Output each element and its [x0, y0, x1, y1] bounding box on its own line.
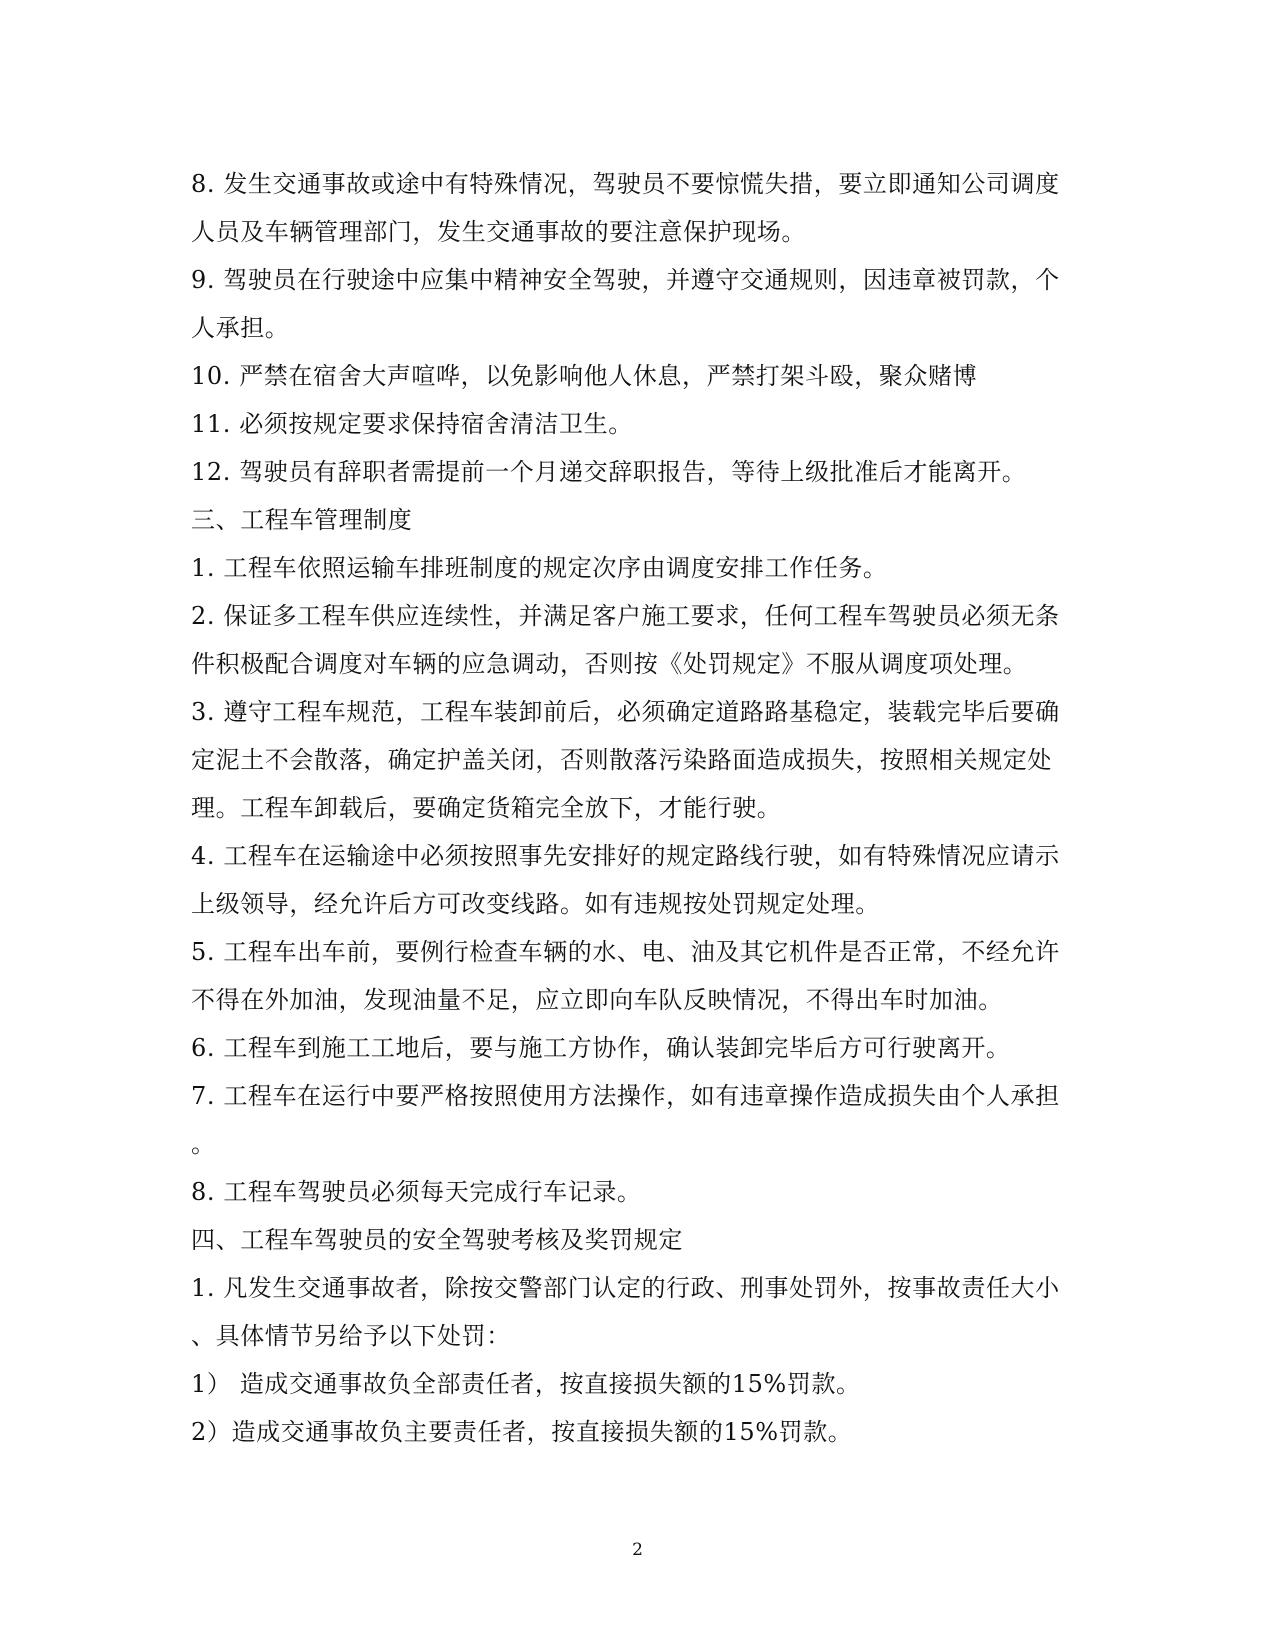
text-line: 2. 保证多工程车供应连续性，并满足客户施工要求，任何工程车驾驶员必须无条: [191, 602, 1060, 630]
text-line: 9. 驾驶员在行驶途中应集中精神安全驾驶，并遵守交通规则，因违章被罚款，个: [191, 266, 1060, 294]
text-line: 11. 必须按规定要求保持宿舍清洁卫生。: [191, 410, 633, 438]
text-line: 上级领导，经允许后方可改变线路。如有违规按处罚规定处理。: [191, 890, 880, 918]
text-line: 3. 遵守工程车规范，工程车装卸前后，必须确定道路路基稳定，装载完毕后要确: [191, 698, 1060, 726]
text-line: 定泥土不会散落，确定护盖关闭，否则散落污染路面造成损失，按照相关规定处: [191, 746, 1052, 774]
body-text: [191, 160, 1081, 1456]
text-line: 。: [191, 1130, 216, 1158]
text-line: 5. 工程车出车前，要例行检查车辆的水、电、油及其它机件是否正常，不经允许: [191, 938, 1060, 966]
text-line: 12. 驾驶员有辞职者需提前一个月递交辞职报告，等待上级批准后才能离开。: [191, 458, 1027, 486]
text-line: 8. 发生交通事故或途中有特殊情况，驾驶员不要惊慌失措，要立即通知公司调度: [191, 170, 1060, 198]
text-line: 理。工程车卸载后，要确定货箱完全放下，才能行驶。: [191, 794, 782, 822]
text-line: 件积极配合调度对车辆的应急调动，否则按《处罚规定》不服从调度项处理。: [191, 650, 1028, 678]
text-line: 、具体情节另给予以下处罚：: [191, 1322, 511, 1350]
page-number: 2: [632, 1540, 643, 1560]
section-heading: 四、工程车驾驶员的安全驾驶考核及奖罚规定: [191, 1226, 683, 1254]
text-line: 7. 工程车在运行中要严格按照使用方法操作，如有违章操作造成损失由个人承担: [191, 1082, 1060, 1110]
text-line: 8. 工程车驾驶员必须每天完成行车记录。: [191, 1178, 642, 1206]
text-line: 1. 凡发生交通事故者，除按交警部门认定的行政、刑事处罚外，按事故责任大小: [191, 1274, 1060, 1302]
text-line: 不得在外加油，发现油量不足，应立即向车队反映情况，不得出车时加油。: [191, 986, 1003, 1014]
section-heading: 三、工程车管理制度: [191, 506, 413, 534]
text-line: 4. 工程车在运输途中必须按照事先安排好的规定路线行驶，如有特殊情况应请示: [191, 842, 1060, 870]
text-line: 2）造成交通事故负主要责任者，按直接损失额的15%罚款。: [191, 1418, 853, 1446]
text-line: 1） 造成交通事故负全部责任者，按直接损失额的15%罚款。: [191, 1370, 861, 1398]
text-line: 人承担。: [191, 314, 290, 342]
text-line: 1. 工程车依照运输车排班制度的规定次序由调度安排工作任务。: [191, 554, 888, 582]
text-line: 10. 严禁在宿舍大声喧哗，以免影响他人休息，严禁打架斗殴，聚众赌博: [191, 362, 978, 390]
text-line: 人员及车辆管理部门，发生交通事故的要注意保护现场。: [191, 218, 806, 246]
text-line: 6. 工程车到施工工地后，要与施工方协作，确认装卸完毕后方可行驶离开。: [191, 1034, 1011, 1062]
